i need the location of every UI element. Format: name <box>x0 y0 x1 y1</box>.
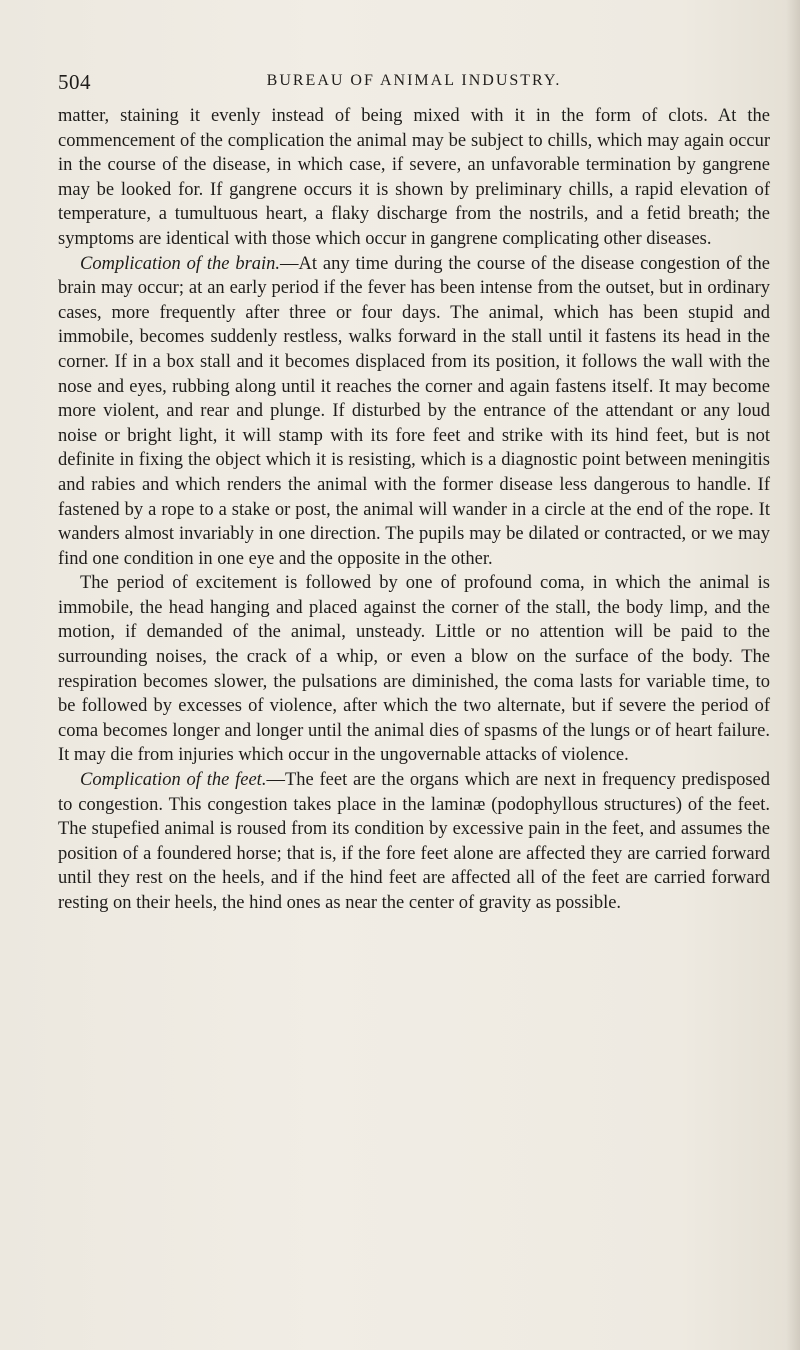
paragraph-3-text: The period of excitement is followed by one of profound coma, in which the animal is immobile, the head hanging and placed against the corner of the stall, the body limp, and the motion, if demanded of the animal, unsteady. Little or no attention will be paid to the surrounding noises, the crack of a whip, or even a blow on the surface of the body. The respiration becomes slower, the pulsations are diminished, the coma lasts for variable time, to be followed by excesses of violence, after which the two alternate, but if severe the period of coma becomes longer and longer until the animal dies of spasms of the lungs or of heart failure. It may die from injuries which occur in the ungovernable attacks of violence. <box>58 573 770 766</box>
paragraph-2-text: —At any time during the course of the disease congestion of the brain may occur; at an early period if the fever has been intense from the outset, but in ordinary cases, more frequently after three or four days. The animal, which has been stupid and immobile, becomes suddenly restless, walks forward in the stall until it fastens its head in the corner. If in a box stall and it becomes displaced from its position, it follows the wall with the nose and eyes, rubbing along until it reaches the corner and again fastens itself. It may become more violent, and rear and plunge. If disturbed by the entrance of the attendant or any loud noise or bright light, it will stamp with its fore feet and strike with its hind feet, but is not definite in fixing the object which it is resisting, which is a diagnostic point between meningitis and rabies and which renders the animal with the former disease less dangerous to handle. If fastened by a rope to a stake or post, the animal will wander in a circle at the end of the rope. It wanders almost invariably in one direction. The pupils may be dilated or contracted, or we may find one condition in one eye and the opposite in the other. <box>58 253 770 569</box>
page-edge-shadow <box>786 0 800 1350</box>
paragraph-1 <box>58 104 770 252</box>
section-heading-brain: Complication of the brain. <box>80 253 281 274</box>
body-text <box>58 104 770 916</box>
running-title: BUREAU OF ANIMAL INDUSTRY. <box>266 72 562 89</box>
paragraph-feet-complication <box>58 768 770 916</box>
paragraph-4-text: —The feet are the organs which are next in frequency predisposed to congestion. This congestion takes place in the laminæ (podophyllous structures) of the feet. The stupefied animal is roused from its condition by excessive pain in the feet, and assumes the position of a foundered horse; that is, if the fore feet alone are affected they are carried forward until they rest on the heels, and if the hind feet are affected all of the feet are carried forward resting on their heels, the hind ones as near the center of gravity as possible. <box>58 770 770 913</box>
paragraph-1-text: matter, staining it evenly instead of being mixed with it in the form of clots. At the commencement of the complication the animal may be subject to chills, which may again occur in the course of the disease, in which case, if severe, an unfavorable termination by gangrene may be looked for. If gangrene occurs it is shown by preliminary chills, a rapid elevation of temperature, a tumultuous heart, a flaky discharge from the nostrils, and a fetid breath; the symptoms are identical with those which occur in gangrene complicating other diseases. <box>58 106 770 249</box>
paragraph-coma <box>58 571 770 768</box>
paragraph-brain-complication <box>58 252 770 572</box>
section-heading-feet: Complication of the feet. <box>80 770 267 791</box>
page-number: 504 <box>58 70 91 94</box>
page-header <box>58 70 770 96</box>
